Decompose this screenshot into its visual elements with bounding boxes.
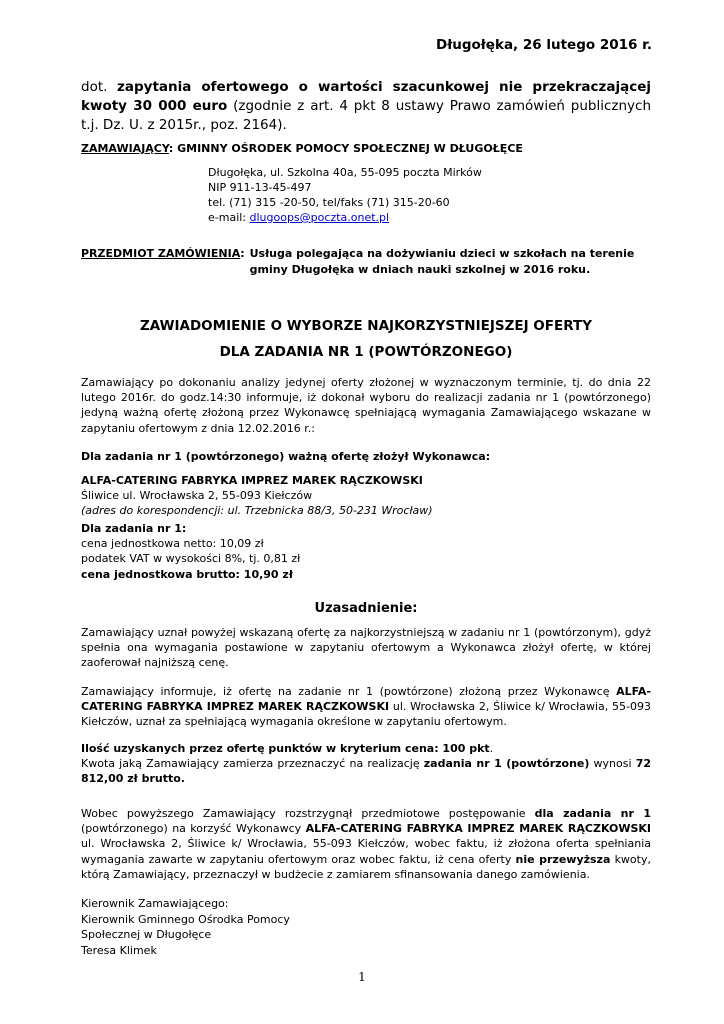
intro-paragraph [81, 78, 651, 135]
signature-name: Teresa Klimek [81, 943, 157, 957]
points-end: . [489, 742, 494, 755]
contractor-name: ALFA-CATERING FABRYKA IMPREZ MAREK RĄCZKOWSKI [81, 474, 423, 487]
decision-text-a: Wobec powyższego Zamawiający rozstrzygnął przedmiotowe postępowanie [81, 807, 535, 820]
notice-heading [81, 313, 651, 365]
signature-block [81, 896, 651, 958]
decision-text-e: ul. Wrocławska 2, Śliwice k/ Wrocławia, 55-093 Kiełczów, wobec faktu, iż złożona oferta spełniania wymagania zawarte w zapytaniu ofertowym oraz wobec faktu, iż cena oferty [81, 837, 651, 866]
decision-not-exceed: nie przewyższa [515, 852, 611, 866]
contracting-authority [81, 142, 523, 155]
intro-subject: zapytania ofertowego o wartości szacunkowej nie przekraczającej kwoty 30 000 euro [81, 79, 651, 114]
price-brutto: cena jednostkowa brutto: 10,90 zł [81, 567, 293, 581]
contracting-authority-label: ZAMAWIAJĄCY [81, 142, 169, 155]
para3-contractor-name: ALFA-CATERING FABRYKA IMPREZ MAREK RĄCZKOWSKI [81, 685, 651, 714]
order-subject [81, 246, 651, 277]
justification-paragraph: Zamawiający uznał powyżej wskazaną ofertę za najkorzystniejszą w zadaniu nr 1 (powtórzonym), gdyż spełnia ona wymagania postawione w zapytaniu ofertowym a Wykonawca złożył ofertę, w której zaoferował najniższą cenę. [81, 626, 651, 670]
price-heading: Dla zadania nr 1: [81, 522, 187, 535]
contracting-authority-name: : GMINNY OŚRODEK POMOCY SPOŁECZNEJ W DŁUGOŁĘCE [168, 142, 523, 155]
signature-line3: Społecznej w Długołęce [81, 928, 212, 941]
decision-contractor-name: ALFA-CATERING FABRYKA IMPREZ MAREK RĄCZKOWSKI [305, 822, 651, 836]
budget-amount: 72 812,00 zł brutto. [81, 757, 651, 786]
phone-line: tel. (71) 315 -20-50, tel/faks (71) 315-20-60 [208, 196, 450, 209]
para3-text-a: Zamawiający informuje, iż ofertę na zadanie nr 1 (powtórzone) złożoną przez Wykonawcę [81, 685, 617, 698]
decision-text-c: (powtórzonego) na korzyść Wykonawcy [81, 822, 306, 836]
signature-line2: Kierownik Gminnego Ośrodka Pomocy [81, 912, 290, 926]
order-subject-label: PRZEDMIOT ZAMÓWIENIA [81, 247, 241, 260]
budget-task: zadania nr 1 (powtórzone) [423, 757, 590, 771]
points-paragraph [81, 741, 651, 787]
para3-text-c: ul. Wrocławska 2, Śliwice k/ Wrocławia, 55-093 Kiełczów, uznał za spełniającą wymagania określone w zapytaniu ofertowym. [81, 700, 651, 729]
offer-heading: Dla zadania nr 1 (powtórzonego) ważną ofertę złożył Wykonawca: [81, 450, 491, 463]
nip-line: NIP 911-13-45-497 [208, 181, 312, 194]
document-date: Długołęka, 26 lutego 2016 r. [436, 37, 652, 53]
budget-text-c: wynosi [589, 757, 636, 771]
email-line [208, 210, 482, 225]
budget-text-a: Kwota jaką Zamawiający zamierza przeznaczyć na realizację [81, 757, 424, 771]
page-number: 1 [358, 970, 366, 984]
decision-paragraph [81, 806, 651, 882]
address-line: Długołęka, ul. Szkolna 40a, 55-095 poczta Mirków [208, 166, 482, 179]
intro-prefix: dot. [81, 79, 118, 95]
order-subject-label-wrap [81, 246, 245, 277]
price-vat: podatek VAT w wysokości 8%, tj. 0,81 zł [81, 552, 301, 566]
budget-line [81, 756, 651, 786]
justification-heading: Uzasadnienie: [314, 601, 418, 616]
analysis-paragraph: Zamawiający po dokonaniu analizy jedynej oferty złożonej w wyznaczonym terminie, tj. do dnia 22 lutego 2016r. do godz.14:30 informuje, iż dokonał wyboru do realizacji zadania nr 1 (powtórzonego) jedyną ważną ofertę złożoną przez Wykonawcę spełniającą wymagania Zamawiającego wskazane w zapytaniu ofertowym z dnia 12.02.2016 r.: [81, 376, 651, 435]
contractor-correspondence: (adres do korespondencji: ul. Trzebnicka 88/3, 50-231 Wrocław) [81, 504, 433, 518]
decision-text-g: kwoty, którą Zamawiający, przeznaczył w budżecie z zamiarem sfinansowania danego zamówienia. [81, 852, 651, 881]
signature-line1: Kierownik Zamawiającego: [81, 897, 229, 910]
email-link[interactable]: dlugoops@poczta.onet.pl [249, 211, 390, 224]
contractor-address: Śliwice ul. Wrocławska 2, 55-093 Kiełczów [81, 489, 313, 503]
order-subject-value: Usługa polegająca na dożywianiu dzieci w szkołach na terenie gminy Długołęka w dniach nauki szkolnej w 2016 roku. [249, 247, 635, 276]
points-line [81, 741, 651, 756]
intro-legal-basis: (zgodnie z art. 4 pkt 8 ustawy Prawo zamówień publicznych t.j. Dz. U. z 2015r., poz. 2164). [81, 98, 651, 133]
notice-heading-line2: DLA ZADANIA NR 1 (POWTÓRZONEGO) [219, 344, 513, 360]
order-subject-colon: : [240, 247, 245, 260]
contractor-block [81, 473, 651, 519]
points-text: Ilość uzyskanych przez ofertę punktów w kryterium cena: 100 pkt [81, 742, 490, 755]
price-netto: cena jednostkowa netto: 10,09 zł [81, 537, 264, 551]
email-label: e-mail: [208, 211, 250, 224]
decision-task: dla zadania nr 1 [534, 807, 651, 820]
contracting-authority-address [208, 165, 482, 225]
contractor-acceptance-paragraph [81, 684, 651, 730]
notice-heading-line1: ZAWIADOMIENIE O WYBORZE NAJKORZYSTNIEJSZEJ OFERTY [139, 318, 593, 334]
price-block [81, 521, 651, 582]
